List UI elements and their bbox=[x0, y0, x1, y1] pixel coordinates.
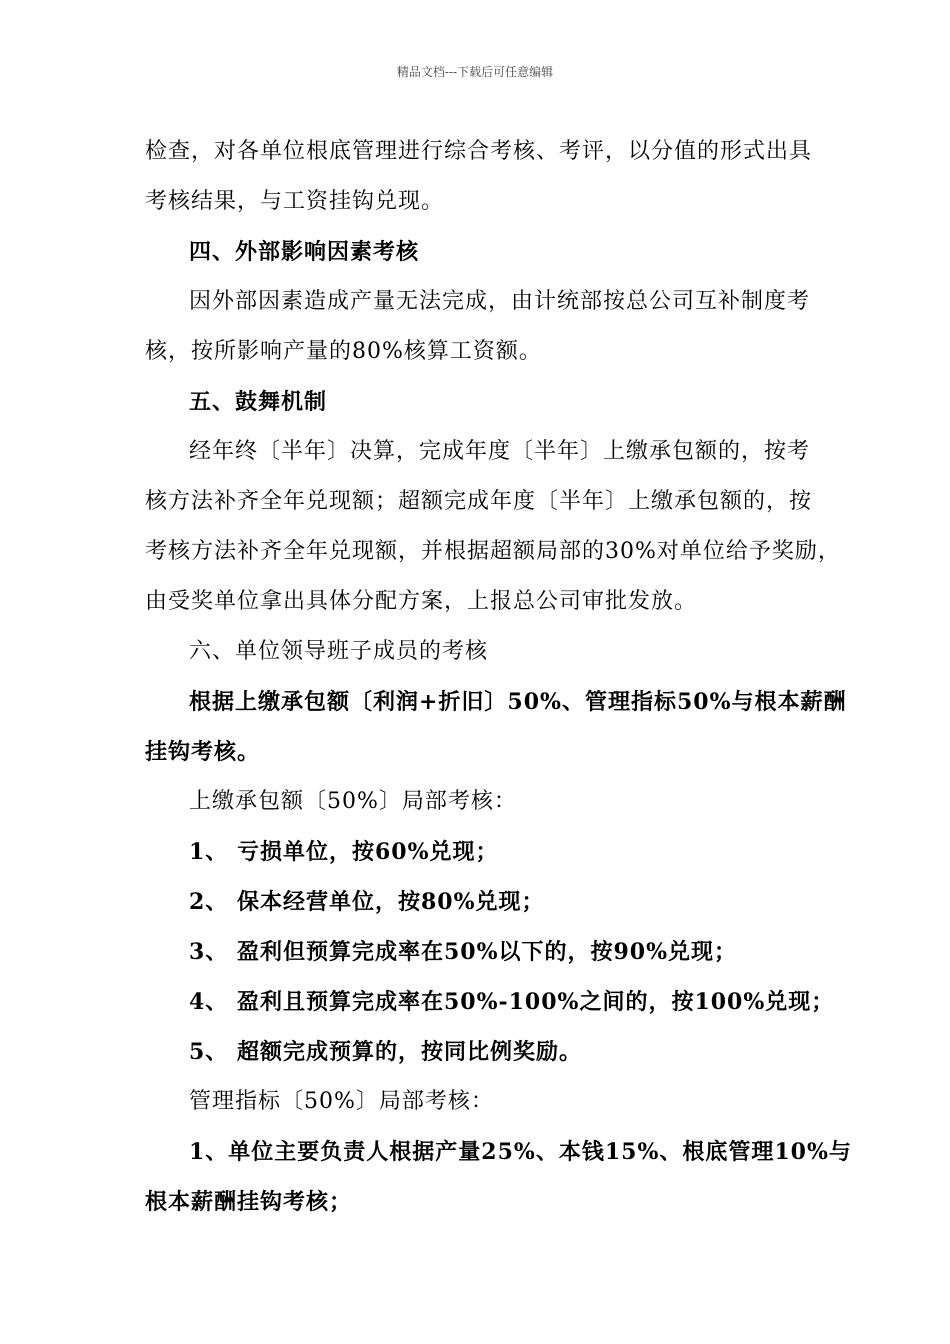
subsection-heading: 上缴承包额〔50%〕局部考核： bbox=[189, 789, 517, 814]
paragraph-line: 因外部因素造成产量无法完成，由计统部按总公司互补制度考 bbox=[189, 289, 811, 314]
document-body bbox=[145, 127, 852, 1227]
list-item: 2、 保本经营单位，按80%兑现； bbox=[189, 889, 545, 915]
paragraph-line: 考核方法补齐全年兑现额，并根据超额局部的30%对单位给予奖励， bbox=[145, 539, 841, 564]
section-heading: 五、鼓舞机制 bbox=[189, 389, 328, 415]
list-item: 根本薪酬挂钩考核； bbox=[145, 1189, 353, 1215]
paragraph-line: 核，按所影响产量的80%核算工资额。 bbox=[145, 339, 542, 364]
paragraph-line: 经年终〔半年〕决算，完成年度〔半年〕上缴承包额的，按考 bbox=[189, 439, 811, 464]
section-heading: 四、外部影响因素考核 bbox=[189, 239, 420, 265]
paragraph-line: 核方法补齐全年兑现额；超额完成年度〔半年〕上缴承包额的，按 bbox=[145, 489, 813, 514]
list-item: 4、 盈利且预算完成率在50%-100%之间的，按100%兑现； bbox=[189, 989, 835, 1015]
list-item: 1、 亏损单位，按60%兑现； bbox=[189, 839, 499, 865]
paragraph-line: 根据上缴承包额〔利润+折旧〕50%、管理指标50%与根本薪酬 bbox=[189, 689, 847, 715]
list-item: 5、 超额完成预算的，按同比例奖励。 bbox=[189, 1039, 582, 1065]
paragraph-line: 检查，对各单位根底管理进行综合考核、考评，以分值的形式出具 bbox=[145, 139, 813, 164]
subsection-heading: 管理指标〔50%〕局部考核： bbox=[189, 1089, 494, 1114]
page-header: 精品文档---下载后可任意编辑 bbox=[396, 65, 554, 79]
list-item: 1、单位主要负责人根据产量25%、本钱15%、根底管理10%与 bbox=[189, 1139, 852, 1165]
paragraph-line: 由受奖单位拿出具体分配方案，上报总公司审批发放。 bbox=[145, 589, 698, 614]
paragraph-line: 考核结果，与工资挂钩兑现。 bbox=[145, 189, 445, 214]
paragraph-line: 挂钩考核。 bbox=[145, 739, 261, 765]
section-heading: 六、单位领导班子成员的考核 bbox=[189, 639, 489, 664]
list-item: 3、 盈利但预算完成率在50%以下的，按90%兑现； bbox=[189, 939, 738, 965]
